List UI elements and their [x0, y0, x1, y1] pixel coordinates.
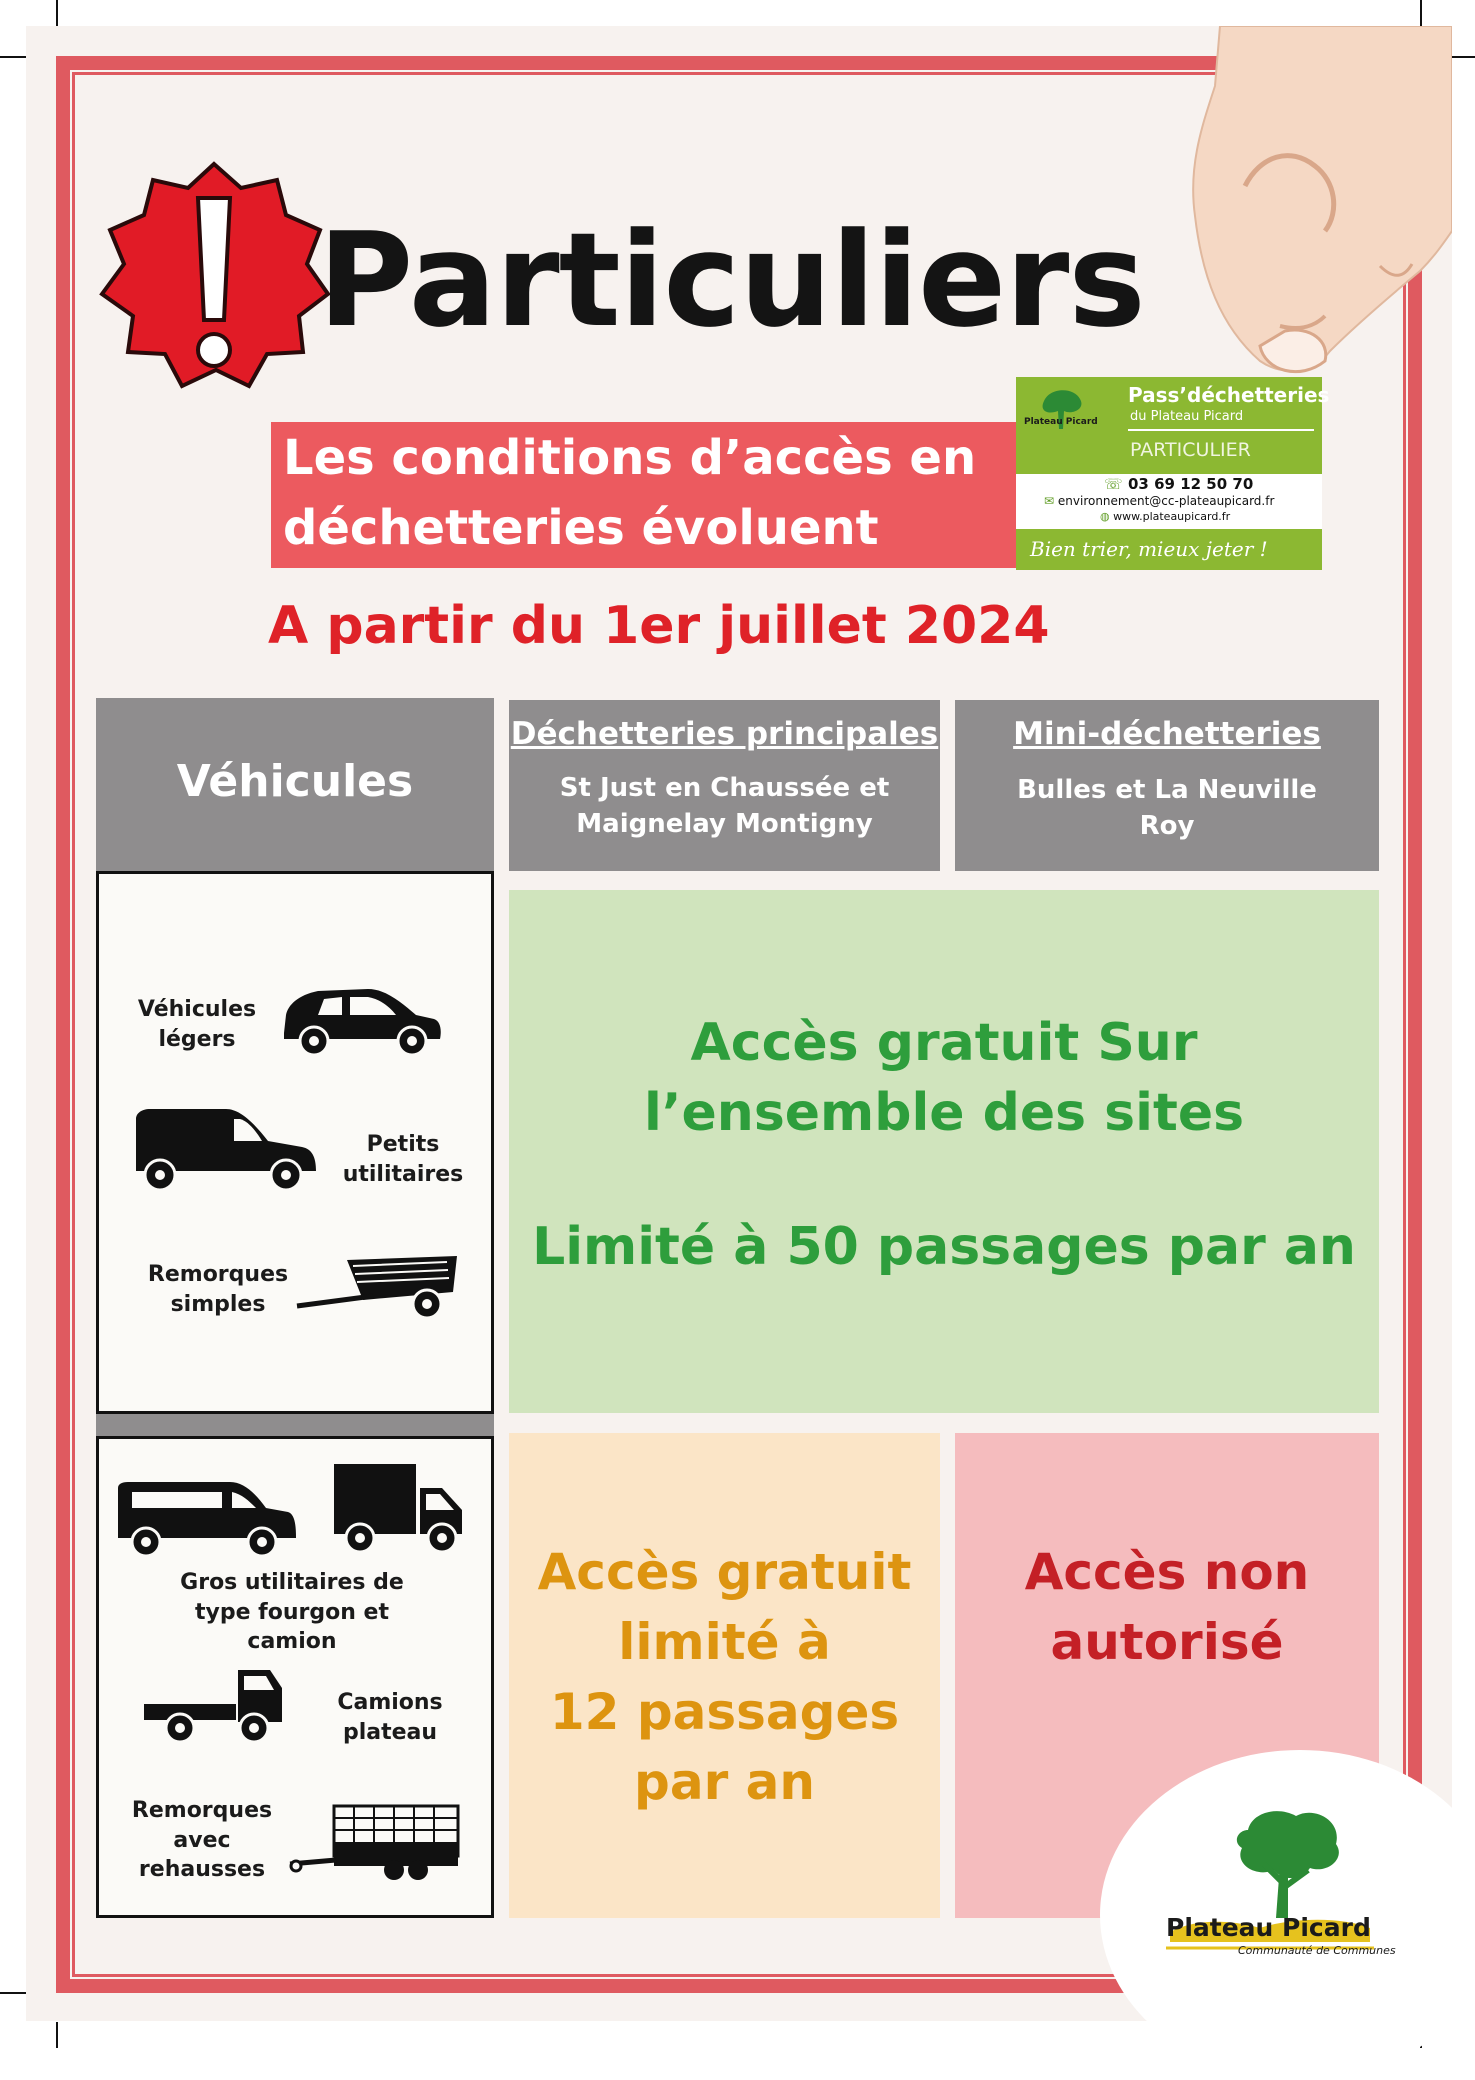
raised-trailer-icon: [286, 1802, 462, 1886]
header-main-sites: [509, 700, 940, 871]
access-group-2-main-line-4: par an: [634, 1753, 815, 1811]
access-group-2-mini-line-2: autorisé: [1050, 1613, 1284, 1671]
box-truck-icon: [332, 1462, 466, 1558]
subtitle-line-2: déchetteries évoluent: [283, 500, 879, 556]
pass-card-website: ◍ www.plateaupicard.fr: [1100, 510, 1231, 523]
large-van-icon: [112, 1478, 298, 1558]
label-light-vehicles: Véhicules légers: [137, 997, 257, 1052]
header-mini-title: Mini-déchetteries: [1013, 716, 1321, 752]
label-large-utility: Gros utilitaires de type fourgon et camion: [180, 1570, 404, 1655]
label-small-utility: Petits utilitaires: [342, 1132, 464, 1187]
crop-mark: [0, 56, 26, 58]
flatbed-truck-icon: [142, 1666, 288, 1748]
access-cell-group-2-main: [509, 1433, 940, 1918]
effective-date: A partir du 1er juillet 2024: [268, 596, 1050, 656]
access-group-1-limit: Limité à 50 passages par an: [532, 1217, 1356, 1277]
label-raised-trailers: Remorques avec rehausses: [131, 1798, 273, 1883]
tree-logo-icon: [1036, 383, 1088, 435]
pass-card-logo-text: Plateau Picard: [1024, 417, 1098, 427]
mail-icon: ✉: [1044, 494, 1055, 508]
access-group-2-main-line-3: 12 passages: [549, 1683, 900, 1741]
access-cell-group-1: [509, 890, 1379, 1413]
header-vehicles-label: Véhicules: [176, 756, 414, 807]
pass-card-email: ✉ environnement@cc-plateaupicard.fr: [1044, 494, 1275, 508]
pass-card-slogan: Bien trier, mieux jeter !: [1030, 537, 1268, 561]
crop-mark: [1449, 56, 1475, 58]
header-main-title: Déchetteries principales: [510, 716, 939, 752]
access-group-1-line-2: l’ensemble des sites: [643, 1083, 1245, 1143]
crop-mark: [1420, 0, 1422, 26]
pass-card-divider: [1128, 429, 1314, 431]
access-group-2-main-line-1: Accès gratuit: [537, 1543, 912, 1601]
footer-logo-tagline: Communauté de Communes: [1238, 1944, 1396, 1957]
pass-card-phone: ☏ 03 69 12 50 70: [1104, 475, 1254, 493]
header-vehicles: [96, 698, 494, 872]
small-van-icon: [130, 1105, 320, 1193]
hand-illustration: [1150, 26, 1452, 386]
trailer-icon: [293, 1252, 461, 1330]
footer-logo-name: Plateau Picard: [1166, 1913, 1371, 1942]
subtitle-banner: [271, 422, 1028, 568]
page-title: Particuliers: [318, 204, 1145, 356]
pass-card-title: Pass’déchetteries: [1128, 383, 1330, 407]
alert-badge-icon: [96, 158, 332, 404]
label-simple-trailers: Remorques simples: [147, 1262, 289, 1317]
pass-card-type: PARTICULIER: [1130, 439, 1251, 461]
row-separator: [96, 1414, 494, 1436]
crop-mark: [56, 2022, 58, 2048]
pass-card: [1016, 377, 1330, 570]
header-mini-sites: [955, 700, 1379, 871]
access-group-2-main-line-2: limité à: [618, 1613, 831, 1671]
label-flatbed-trucks: Camions plateau: [337, 1690, 443, 1745]
phone-icon: ☏: [1104, 475, 1123, 493]
subtitle-line-1: Les conditions d’accès en: [283, 430, 977, 486]
header-main-sites-list: St Just en Chaussée et Maignelay Montigny: [559, 773, 890, 840]
car-icon: [278, 985, 444, 1057]
crop-mark: [0, 1992, 26, 1994]
globe-icon: ◍: [1100, 510, 1110, 523]
crop-mark: [56, 0, 58, 26]
access-group-1-line-1: Accès gratuit Sur: [690, 1013, 1198, 1073]
pass-card-subtitle: du Plateau Picard: [1130, 409, 1244, 424]
access-group-2-mini-line-1: Accès non: [1024, 1543, 1310, 1601]
header-mini-sites-list: Bulles et La Neuville Roy: [1017, 775, 1317, 842]
